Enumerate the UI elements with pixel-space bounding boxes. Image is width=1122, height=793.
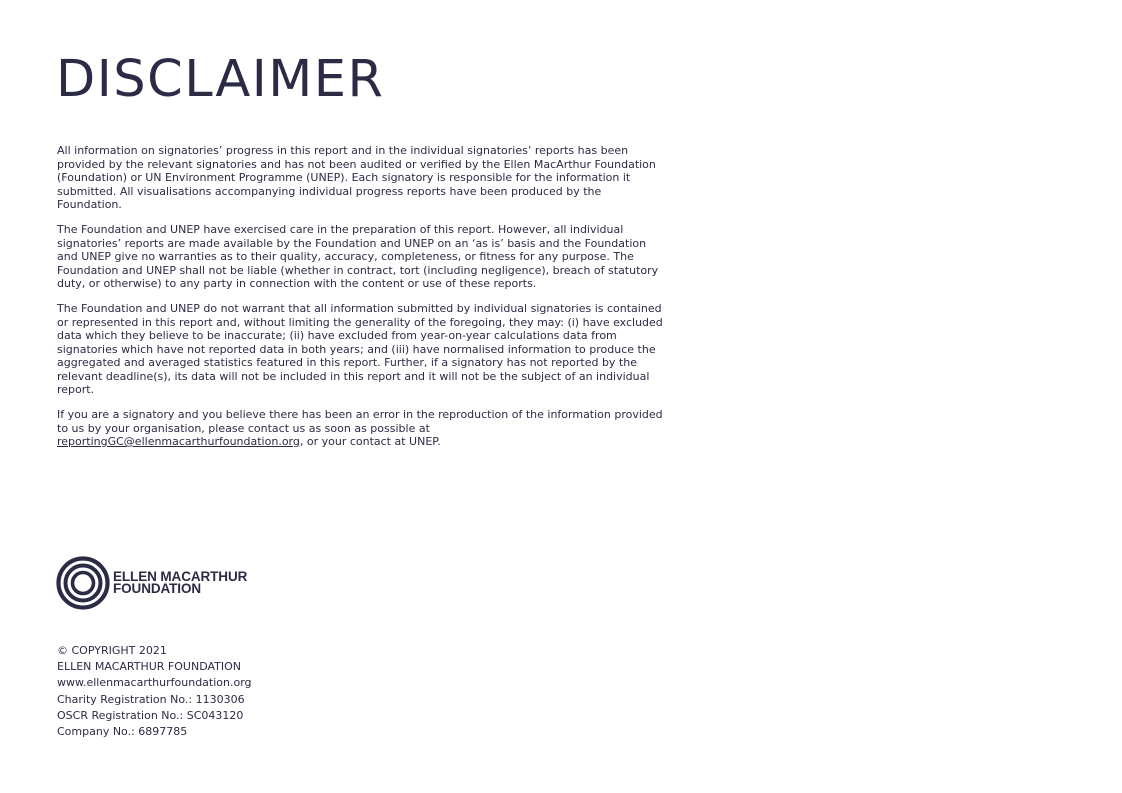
paragraph-warranty: The Foundation and UNEP do not warrant that all information submitted by individual signatories is contained or represented in this report and, without limiting the generality of the foregoing, they may: (i) have excluded data which they believe to be inaccurate; (ii) have excluded from year-on-year calculations data from signatories which have not reported data in both years; and (iii) have normalised information to produce the aggregated and averaged statistics featured in this report. Further, if a signatory has not reported by the relevant deadline(s), its data will not be included in this report and it will not be the subject of an individual report. — [57, 302, 663, 396]
copyright-line: © COPYRIGHT 2021 — [57, 644, 167, 657]
copyright-block — [57, 643, 252, 740]
company-number: Company No.: 6897785 — [57, 725, 188, 739]
logo-line-2: FOUNDATION — [113, 581, 201, 596]
paragraph-audit: All information on signatories’ progress in this report and in the individual signatories’ reports has been provided by the relevant signatories and has not been audited or verified by the Ellen MacArthur Foundation (Foundation) or UN Environment Programme (UNEP). Each signatory is responsible for the information it submitted. All visualisations accompanying individual progress reports have been produced by the Foundation. — [57, 144, 656, 211]
website-url[interactable]: www.ellenmacarthurfoundation.org — [57, 676, 252, 690]
logo-wordmark — [113, 568, 248, 596]
charity-registration: Charity Registration No.: 1130306 — [57, 692, 245, 706]
email-link[interactable]: reportingGC@ellenmacarthurfoundation.org — [57, 435, 300, 448]
foundation-logo-icon — [56, 556, 110, 610]
foundation-logo — [56, 556, 247, 610]
page-title: DISCLAIMER — [56, 50, 385, 109]
paragraph-care: The Foundation and UNEP have exercised care in the preparation of this report. However, all individual signatories’ reports are made available by the Foundation and UNEP on an ‘as is’ basis and the Foundation and UNEP give no warranties as to their quality, accuracy, completeness, or fitness for any purpose. The Foundation and UNEP shall not be liable (whether in contract, tort (including negligence), breach of statutory duty, or otherwise) to any party in connection with the content or use of these reports. — [57, 223, 659, 290]
paragraph-contact — [57, 408, 663, 449]
logo-line-1: ELLEN MACARTHUR — [113, 568, 248, 584]
contact-prefix: If you are a signatory and you believe there has been an error in the reproduction of the information provided to us by your organisation, please contact us as soon as possible at — [57, 408, 663, 435]
oscr-registration: OSCR Registration No.: SC043120 — [57, 708, 244, 722]
disclaimer-body — [57, 144, 663, 460]
organisation-name: ELLEN MACARTHUR FOUNDATION — [57, 660, 241, 674]
contact-suffix: , or your contact at UNEP. — [299, 435, 441, 448]
